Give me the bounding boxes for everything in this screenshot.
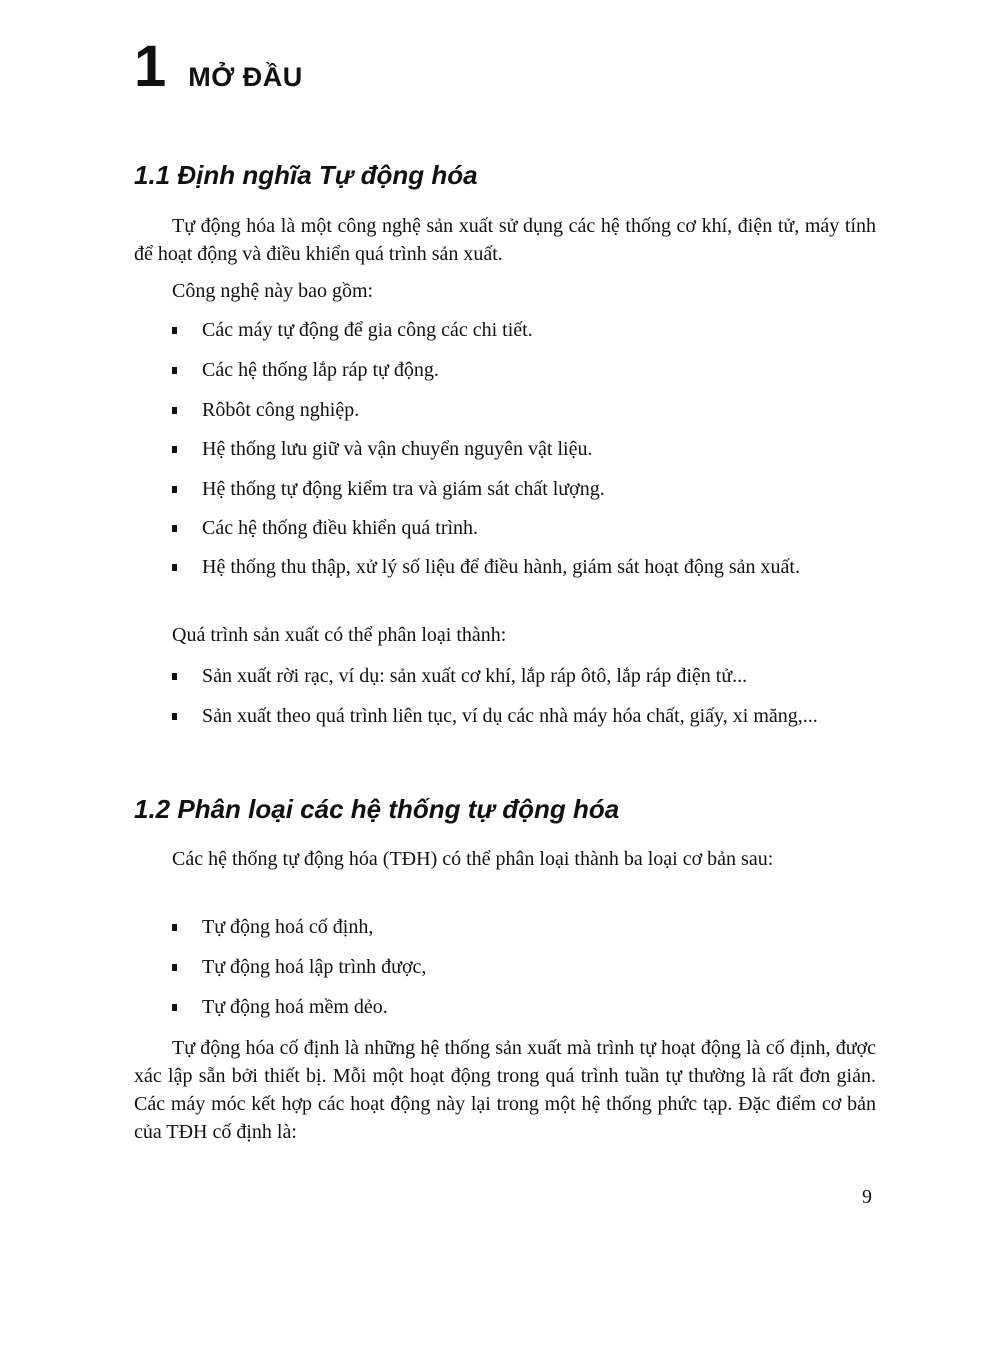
list-item: Sản xuất rời rạc, ví dụ: sản xuất cơ khí, lắp ráp ôtô, lắp ráp điện tử... bbox=[172, 662, 876, 690]
list-item: Hệ thống thu thập, xử lý số liệu để điều hành, giám sát hoạt động sản xuất. bbox=[172, 553, 876, 581]
bullet-icon bbox=[172, 367, 177, 374]
paragraph-lead-2: Quá trình sản xuất có thể phân loại thành: bbox=[172, 624, 507, 646]
list-item: Các máy tự động để gia công các chi tiết. bbox=[172, 316, 876, 344]
chapter-header bbox=[134, 34, 303, 99]
bullet-icon bbox=[172, 407, 177, 414]
chapter-title: MỞ ĐẦU bbox=[188, 62, 303, 92]
bullet-icon bbox=[172, 525, 177, 532]
paragraph-lead: Công nghệ này bao gồm: bbox=[172, 280, 374, 302]
bullet-icon bbox=[172, 964, 177, 971]
bullet-icon bbox=[172, 673, 177, 680]
paragraph-fixed-automation: Tự động hóa cố định là những hệ thống sản xuất mà trình tự hoạt động là cố định, được xác lập sẵn bởi thiết bị. Mỗi một hoạt động trong quá trình tuần tự thường là rất đơn giản. Các máy móc kết hợp các hoạt động này lại trong một hệ thống phức tạp. Đặc điểm cơ bản của TĐH cố định là: bbox=[134, 1037, 876, 1143]
list-item: Các hệ thống điều khiển quá trình. bbox=[172, 514, 876, 542]
list-item: Hệ thống lưu giữ và vận chuyển nguyên vật liệu. bbox=[172, 435, 876, 463]
bullet-icon bbox=[172, 1004, 177, 1011]
bullet-icon bbox=[172, 564, 177, 571]
page-number: 9 bbox=[862, 1186, 872, 1208]
bullet-icon bbox=[172, 446, 177, 453]
list-item: Hệ thống tự động kiểm tra và giám sát chất lượng. bbox=[172, 475, 876, 503]
bullet-icon bbox=[172, 713, 177, 720]
bullet-icon bbox=[172, 327, 177, 334]
list-item: Sản xuất theo quá trình liên tục, ví dụ các nhà máy hóa chất, giấy, xi măng,... bbox=[172, 702, 876, 730]
section-heading-1-1: 1.1 Định nghĩa Tự động hóa bbox=[134, 160, 478, 190]
list-item: Tự động hoá lập trình được, bbox=[172, 953, 876, 981]
paragraph-definition: Tự động hóa là một công nghệ sản xuất sử dụng các hệ thống cơ khí, điện tử, máy tính để hoạt động và điều khiển quá trình sản xuất. bbox=[134, 215, 876, 265]
paragraph-classification: Các hệ thống tự động hóa (TĐH) có thể phân loại thành ba loại cơ bản sau: bbox=[172, 848, 774, 870]
bullet-icon bbox=[172, 924, 177, 931]
chapter-number: 1 bbox=[134, 34, 167, 99]
list-item: Các hệ thống lắp ráp tự động. bbox=[172, 356, 876, 384]
list-item: Tự động hoá cố định, bbox=[172, 913, 876, 941]
list-item: Tự động hoá mềm dẻo. bbox=[172, 993, 876, 1021]
section-heading-1-2: 1.2 Phân loại các hệ thống tự động hóa bbox=[134, 794, 620, 824]
list-item: Rôbôt công nghiệp. bbox=[172, 396, 876, 424]
bullet-icon bbox=[172, 486, 177, 493]
